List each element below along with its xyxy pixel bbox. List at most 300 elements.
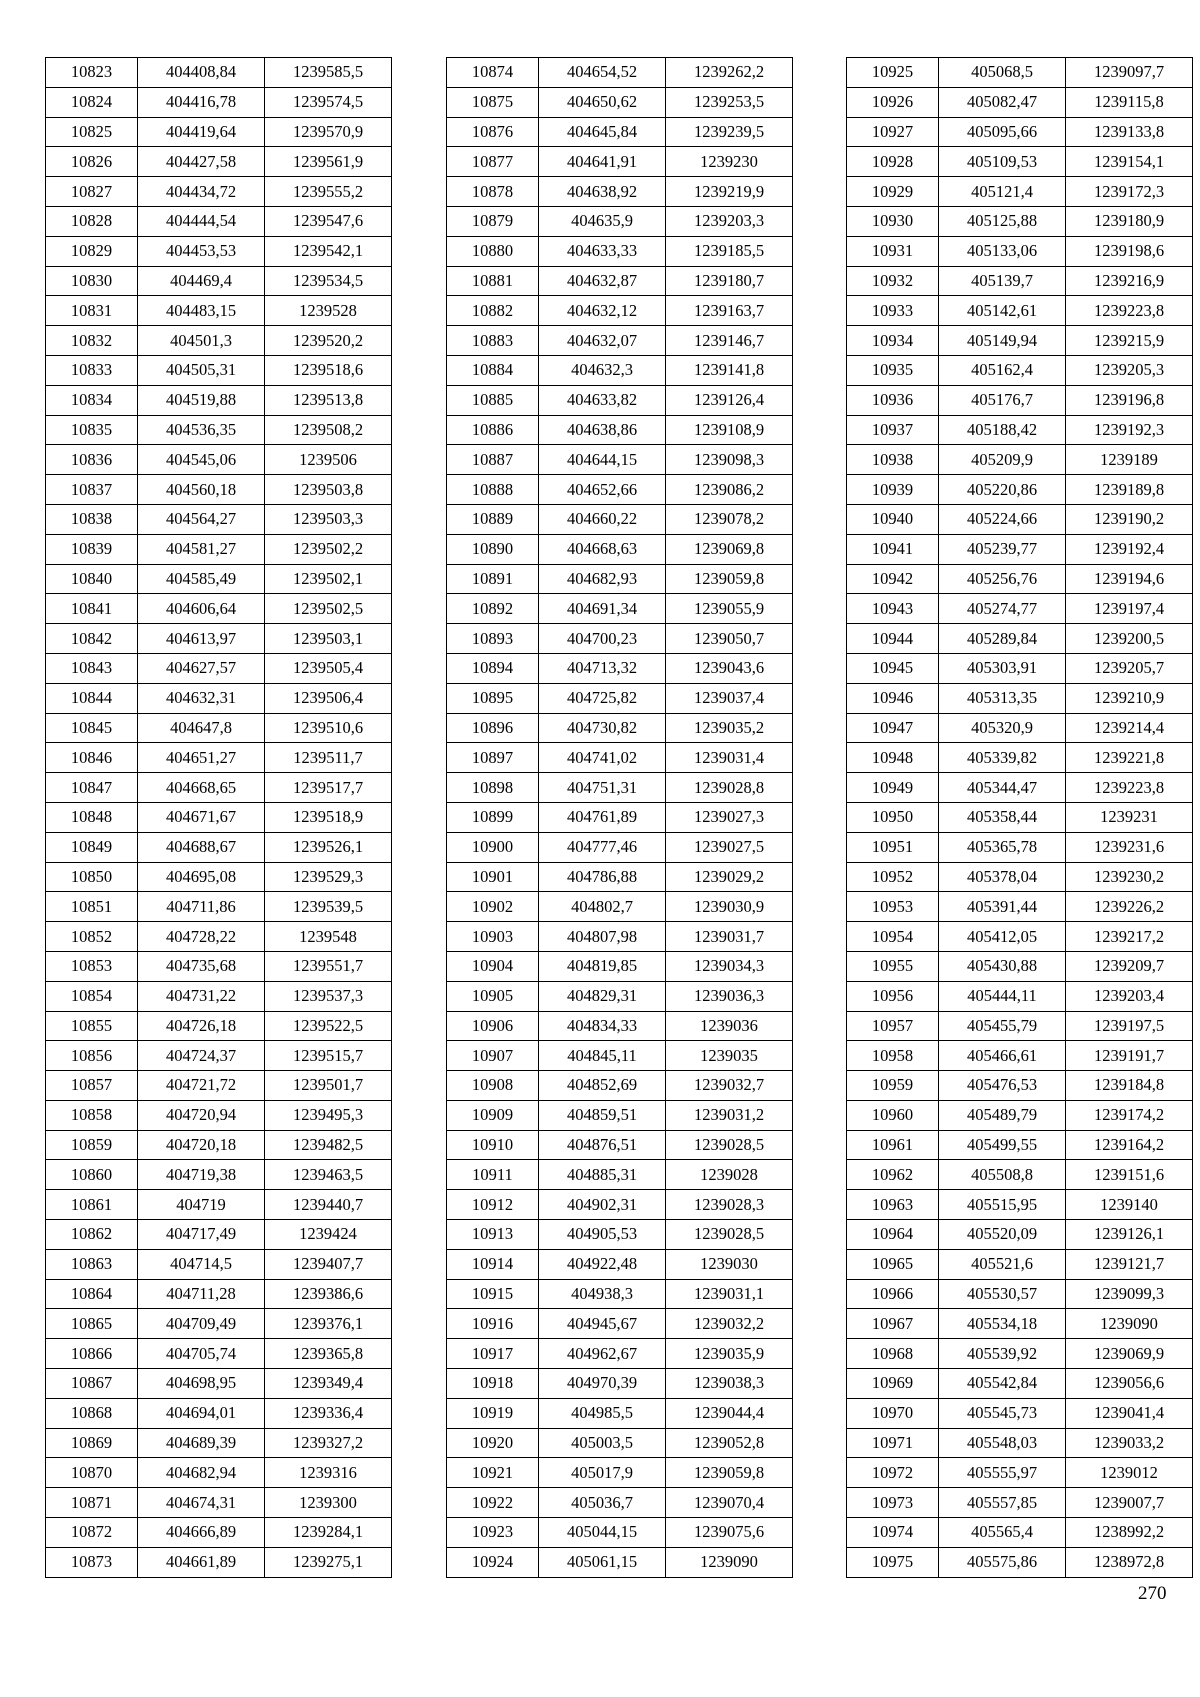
table-row [847, 1160, 1193, 1190]
x-coordinate-cell: 405320,9 [939, 713, 1066, 743]
x-coordinate-cell: 404564,27 [138, 504, 265, 534]
table-row [46, 1547, 392, 1577]
x-coordinate-cell: 404682,94 [138, 1458, 265, 1488]
table-row [847, 653, 1193, 683]
table-row [847, 922, 1193, 952]
table-row [46, 326, 392, 356]
x-coordinate-cell: 404581,27 [138, 534, 265, 564]
x-coordinate-cell: 404885,31 [539, 1160, 666, 1190]
x-coordinate-cell: 405358,44 [939, 802, 1066, 832]
x-coordinate-cell: 405391,44 [939, 892, 1066, 922]
table-row [847, 58, 1193, 88]
x-coordinate-cell: 405515,95 [939, 1190, 1066, 1220]
y-coordinate-cell: 1239327,2 [265, 1428, 392, 1458]
x-coordinate-cell: 404719,38 [138, 1160, 265, 1190]
y-coordinate-cell: 1239547,6 [265, 206, 392, 236]
point-number-cell: 10925 [847, 58, 939, 88]
table-row [46, 355, 392, 385]
y-coordinate-cell: 1239028,5 [666, 1130, 793, 1160]
y-coordinate-cell: 1239219,9 [666, 177, 793, 207]
point-number-cell: 10862 [46, 1220, 138, 1250]
x-coordinate-cell: 404453,53 [138, 236, 265, 266]
y-coordinate-cell: 1239534,5 [265, 266, 392, 296]
y-coordinate-cell: 1239027,5 [666, 832, 793, 862]
point-number-cell: 10881 [447, 266, 539, 296]
table-row [447, 862, 793, 892]
y-coordinate-cell: 1238992,2 [1066, 1518, 1193, 1548]
x-coordinate-cell: 404536,35 [138, 415, 265, 445]
point-number-cell: 10961 [847, 1130, 939, 1160]
x-coordinate-cell: 405121,4 [939, 177, 1066, 207]
x-coordinate-cell: 404408,84 [138, 58, 265, 88]
x-coordinate-cell: 404652,66 [539, 475, 666, 505]
x-coordinate-cell: 405256,76 [939, 564, 1066, 594]
point-number-cell: 10975 [847, 1547, 939, 1577]
point-number-cell: 10914 [447, 1249, 539, 1279]
point-number-cell: 10837 [46, 475, 138, 505]
point-number-cell: 10937 [847, 415, 939, 445]
x-coordinate-cell: 405139,7 [939, 266, 1066, 296]
table-row [847, 1428, 1193, 1458]
x-coordinate-cell: 405521,6 [939, 1249, 1066, 1279]
point-number-cell: 10939 [847, 475, 939, 505]
x-coordinate-cell: 405565,4 [939, 1518, 1066, 1548]
point-number-cell: 10945 [847, 653, 939, 683]
table-row [447, 1100, 793, 1130]
y-coordinate-cell: 1239164,2 [1066, 1130, 1193, 1160]
x-coordinate-cell: 405188,42 [939, 415, 1066, 445]
y-coordinate-cell: 1239365,8 [265, 1339, 392, 1369]
x-coordinate-cell: 405489,79 [939, 1100, 1066, 1130]
point-number-cell: 10933 [847, 296, 939, 326]
point-number-cell: 10963 [847, 1190, 939, 1220]
x-coordinate-cell: 405520,09 [939, 1220, 1066, 1250]
table-row [46, 773, 392, 803]
table-row [46, 713, 392, 743]
x-coordinate-cell: 404945,67 [539, 1309, 666, 1339]
point-number-cell: 10951 [847, 832, 939, 862]
point-number-cell: 10889 [447, 504, 539, 534]
table-row [847, 1130, 1193, 1160]
point-number-cell: 10855 [46, 1011, 138, 1041]
x-coordinate-cell: 405176,7 [939, 385, 1066, 415]
point-number-cell: 10893 [447, 624, 539, 654]
x-coordinate-cell: 404638,92 [539, 177, 666, 207]
x-coordinate-cell: 404668,63 [539, 534, 666, 564]
x-coordinate-cell: 405061,15 [539, 1547, 666, 1577]
y-coordinate-cell: 1239086,2 [666, 475, 793, 505]
point-number-cell: 10966 [847, 1279, 939, 1309]
point-number-cell: 10917 [447, 1339, 539, 1369]
point-number-cell: 10825 [46, 117, 138, 147]
y-coordinate-cell: 1239192,4 [1066, 534, 1193, 564]
point-number-cell: 10950 [847, 802, 939, 832]
point-number-cell: 10865 [46, 1309, 138, 1339]
x-coordinate-cell: 405466,61 [939, 1041, 1066, 1071]
point-number-cell: 10919 [447, 1398, 539, 1428]
x-coordinate-cell: 404731,22 [138, 981, 265, 1011]
x-coordinate-cell: 405289,84 [939, 624, 1066, 654]
y-coordinate-cell: 1239526,1 [265, 832, 392, 862]
x-coordinate-cell: 404777,46 [539, 832, 666, 862]
point-number-cell: 10864 [46, 1279, 138, 1309]
point-number-cell: 10877 [447, 147, 539, 177]
table-row [847, 802, 1193, 832]
table-row [447, 415, 793, 445]
x-coordinate-cell: 404632,07 [539, 326, 666, 356]
point-number-cell: 10823 [46, 58, 138, 88]
table-row [447, 326, 793, 356]
table-row [447, 385, 793, 415]
y-coordinate-cell: 1239574,5 [265, 87, 392, 117]
x-coordinate-cell: 405430,88 [939, 951, 1066, 981]
y-coordinate-cell: 1239044,4 [666, 1398, 793, 1428]
y-coordinate-cell: 1239163,7 [666, 296, 793, 326]
table-row [447, 296, 793, 326]
point-number-cell: 10840 [46, 564, 138, 594]
table-row [447, 802, 793, 832]
y-coordinate-cell: 1239031,2 [666, 1100, 793, 1130]
table-row [447, 653, 793, 683]
point-number-cell: 10858 [46, 1100, 138, 1130]
x-coordinate-cell: 404970,39 [539, 1369, 666, 1399]
table-row [847, 1279, 1193, 1309]
y-coordinate-cell: 1239041,4 [1066, 1398, 1193, 1428]
table-row [447, 1190, 793, 1220]
y-coordinate-cell: 1239154,1 [1066, 147, 1193, 177]
x-coordinate-cell: 405133,06 [939, 236, 1066, 266]
table-row [447, 594, 793, 624]
y-coordinate-cell: 1239194,6 [1066, 564, 1193, 594]
y-coordinate-cell: 1239184,8 [1066, 1071, 1193, 1101]
point-number-cell: 10832 [46, 326, 138, 356]
point-number-cell: 10962 [847, 1160, 939, 1190]
y-coordinate-cell: 1239209,7 [1066, 951, 1193, 981]
y-coordinate-cell: 1239028,8 [666, 773, 793, 803]
x-coordinate-cell: 405539,92 [939, 1339, 1066, 1369]
y-coordinate-cell: 1239030 [666, 1249, 793, 1279]
table-row [447, 1398, 793, 1428]
y-coordinate-cell: 1239215,9 [1066, 326, 1193, 356]
x-coordinate-cell: 404761,89 [539, 802, 666, 832]
point-number-cell: 10904 [447, 951, 539, 981]
x-coordinate-cell: 404688,67 [138, 832, 265, 862]
x-coordinate-cell: 404545,06 [138, 445, 265, 475]
table-row [847, 981, 1193, 1011]
x-coordinate-cell: 404444,54 [138, 206, 265, 236]
point-number-cell: 10890 [447, 534, 539, 564]
table-row [447, 981, 793, 1011]
x-coordinate-cell: 405508,8 [939, 1160, 1066, 1190]
table-row [46, 1190, 392, 1220]
point-number-cell: 10874 [447, 58, 539, 88]
y-coordinate-cell: 1239210,9 [1066, 683, 1193, 713]
point-number-cell: 10868 [46, 1398, 138, 1428]
table-row [847, 862, 1193, 892]
table-row [447, 147, 793, 177]
table-row [847, 683, 1193, 713]
page-number: 270 [1138, 1583, 1167, 1604]
table-row [447, 1279, 793, 1309]
y-coordinate-cell: 1239316 [265, 1458, 392, 1488]
x-coordinate-cell: 404483,15 [138, 296, 265, 326]
point-number-cell: 10844 [46, 683, 138, 713]
point-number-cell: 10849 [46, 832, 138, 862]
x-coordinate-cell: 404802,7 [539, 892, 666, 922]
point-number-cell: 10905 [447, 981, 539, 1011]
point-number-cell: 10827 [46, 177, 138, 207]
x-coordinate-cell: 404717,49 [138, 1220, 265, 1250]
table-row [447, 1428, 793, 1458]
y-coordinate-cell: 1239223,8 [1066, 773, 1193, 803]
x-coordinate-cell: 404682,93 [539, 564, 666, 594]
point-number-cell: 10960 [847, 1100, 939, 1130]
x-coordinate-cell: 405412,05 [939, 922, 1066, 952]
y-coordinate-cell: 1239151,6 [1066, 1160, 1193, 1190]
point-number-cell: 10957 [847, 1011, 939, 1041]
x-coordinate-cell: 405530,57 [939, 1279, 1066, 1309]
table-row [46, 117, 392, 147]
point-number-cell: 10853 [46, 951, 138, 981]
table-row [447, 475, 793, 505]
y-coordinate-cell: 1239099,3 [1066, 1279, 1193, 1309]
y-coordinate-cell: 1239506,4 [265, 683, 392, 713]
y-coordinate-cell: 1239221,8 [1066, 743, 1193, 773]
y-coordinate-cell: 1239376,1 [265, 1309, 392, 1339]
x-coordinate-cell: 404691,34 [539, 594, 666, 624]
x-coordinate-cell: 405313,35 [939, 683, 1066, 713]
x-coordinate-cell: 405082,47 [939, 87, 1066, 117]
table-row [447, 1309, 793, 1339]
point-number-cell: 10829 [46, 236, 138, 266]
point-number-cell: 10885 [447, 385, 539, 415]
table-row [46, 594, 392, 624]
y-coordinate-cell: 1239214,4 [1066, 713, 1193, 743]
x-coordinate-cell: 404962,67 [539, 1339, 666, 1369]
y-coordinate-cell: 1239551,7 [265, 951, 392, 981]
table-row [847, 713, 1193, 743]
x-coordinate-cell: 404650,62 [539, 87, 666, 117]
x-coordinate-cell: 404705,74 [138, 1339, 265, 1369]
x-coordinate-cell: 405239,77 [939, 534, 1066, 564]
y-coordinate-cell: 1239230,2 [1066, 862, 1193, 892]
table-row [46, 1428, 392, 1458]
table-row [847, 1100, 1193, 1130]
y-coordinate-cell: 1239146,7 [666, 326, 793, 356]
table-row [46, 1160, 392, 1190]
y-coordinate-cell: 1239515,7 [265, 1041, 392, 1071]
x-coordinate-cell: 405534,18 [939, 1309, 1066, 1339]
x-coordinate-cell: 404627,57 [138, 653, 265, 683]
y-coordinate-cell: 1239510,6 [265, 713, 392, 743]
x-coordinate-cell: 404741,02 [539, 743, 666, 773]
y-coordinate-cell: 1239203,4 [1066, 981, 1193, 1011]
y-coordinate-cell: 1239108,9 [666, 415, 793, 445]
x-coordinate-cell: 404633,33 [539, 236, 666, 266]
x-coordinate-cell: 405220,86 [939, 475, 1066, 505]
y-coordinate-cell: 1239508,2 [265, 415, 392, 445]
x-coordinate-cell: 404632,12 [539, 296, 666, 326]
x-coordinate-cell: 404902,31 [539, 1190, 666, 1220]
y-coordinate-cell: 1239174,2 [1066, 1100, 1193, 1130]
y-coordinate-cell: 1239052,8 [666, 1428, 793, 1458]
y-coordinate-cell: 1239032,2 [666, 1309, 793, 1339]
y-coordinate-cell: 1239197,5 [1066, 1011, 1193, 1041]
table-row [447, 266, 793, 296]
x-coordinate-cell: 404713,32 [539, 653, 666, 683]
y-coordinate-cell: 1239349,4 [265, 1369, 392, 1399]
point-number-cell: 10860 [46, 1160, 138, 1190]
y-coordinate-cell: 1239542,1 [265, 236, 392, 266]
point-number-cell: 10911 [447, 1160, 539, 1190]
y-coordinate-cell: 1239133,8 [1066, 117, 1193, 147]
point-number-cell: 10891 [447, 564, 539, 594]
point-number-cell: 10882 [447, 296, 539, 326]
point-number-cell: 10947 [847, 713, 939, 743]
table-row [46, 832, 392, 862]
point-number-cell: 10897 [447, 743, 539, 773]
point-number-cell: 10946 [847, 683, 939, 713]
x-coordinate-cell: 404845,11 [539, 1041, 666, 1071]
x-coordinate-cell: 404905,53 [539, 1220, 666, 1250]
point-number-cell: 10845 [46, 713, 138, 743]
x-coordinate-cell: 404807,98 [539, 922, 666, 952]
table-row [847, 1011, 1193, 1041]
point-number-cell: 10954 [847, 922, 939, 952]
y-coordinate-cell: 1239502,5 [265, 594, 392, 624]
x-coordinate-cell: 405548,03 [939, 1428, 1066, 1458]
table-row [447, 355, 793, 385]
point-number-cell: 10900 [447, 832, 539, 862]
point-number-cell: 10926 [847, 87, 939, 117]
y-coordinate-cell: 1239501,7 [265, 1071, 392, 1101]
table-row [447, 1547, 793, 1577]
table-row [447, 236, 793, 266]
point-number-cell: 10913 [447, 1220, 539, 1250]
point-number-cell: 10856 [46, 1041, 138, 1071]
table-row [46, 922, 392, 952]
y-coordinate-cell: 1239503,1 [265, 624, 392, 654]
table-row [447, 1339, 793, 1369]
point-number-cell: 10958 [847, 1041, 939, 1071]
y-coordinate-cell: 1239440,7 [265, 1190, 392, 1220]
point-number-cell: 10831 [46, 296, 138, 326]
point-number-cell: 10859 [46, 1130, 138, 1160]
x-coordinate-cell: 404427,58 [138, 147, 265, 177]
y-coordinate-cell: 1239059,8 [666, 564, 793, 594]
point-number-cell: 10930 [847, 206, 939, 236]
table-row [847, 951, 1193, 981]
x-coordinate-cell: 404674,31 [138, 1488, 265, 1518]
table-row [447, 683, 793, 713]
y-coordinate-cell: 1239205,7 [1066, 653, 1193, 683]
x-coordinate-cell: 404689,39 [138, 1428, 265, 1458]
y-coordinate-cell: 1239513,8 [265, 385, 392, 415]
y-coordinate-cell: 1239028 [666, 1160, 793, 1190]
y-coordinate-cell: 1239407,7 [265, 1249, 392, 1279]
table-row [847, 1190, 1193, 1220]
point-number-cell: 10972 [847, 1458, 939, 1488]
x-coordinate-cell: 405542,84 [939, 1369, 1066, 1399]
point-number-cell: 10949 [847, 773, 939, 803]
table-row [46, 1041, 392, 1071]
y-coordinate-cell: 1239033,2 [1066, 1428, 1193, 1458]
y-coordinate-cell: 1239482,5 [265, 1130, 392, 1160]
x-coordinate-cell: 404726,18 [138, 1011, 265, 1041]
y-coordinate-cell: 1239090 [1066, 1309, 1193, 1339]
y-coordinate-cell: 1239140 [1066, 1190, 1193, 1220]
y-coordinate-cell: 1238972,8 [1066, 1547, 1193, 1577]
y-coordinate-cell: 1239198,6 [1066, 236, 1193, 266]
point-number-cell: 10970 [847, 1398, 939, 1428]
x-coordinate-cell: 404419,64 [138, 117, 265, 147]
y-coordinate-cell: 1239185,5 [666, 236, 793, 266]
point-number-cell: 10932 [847, 266, 939, 296]
y-coordinate-cell: 1239050,7 [666, 624, 793, 654]
point-number-cell: 10824 [46, 87, 138, 117]
table-row [46, 1398, 392, 1428]
y-coordinate-cell: 1239284,1 [265, 1518, 392, 1548]
point-number-cell: 10916 [447, 1309, 539, 1339]
y-coordinate-cell: 1239192,3 [1066, 415, 1193, 445]
x-coordinate-cell: 405017,9 [539, 1458, 666, 1488]
point-number-cell: 10938 [847, 445, 939, 475]
y-coordinate-cell: 1239191,7 [1066, 1041, 1193, 1071]
y-coordinate-cell: 1239012 [1066, 1458, 1193, 1488]
x-coordinate-cell: 405109,53 [939, 147, 1066, 177]
table-row [847, 206, 1193, 236]
y-coordinate-cell: 1239180,9 [1066, 206, 1193, 236]
x-coordinate-cell: 404719 [138, 1190, 265, 1220]
y-coordinate-cell: 1239424 [265, 1220, 392, 1250]
y-coordinate-cell: 1239200,5 [1066, 624, 1193, 654]
table-row [847, 266, 1193, 296]
table-row [847, 236, 1193, 266]
x-coordinate-cell: 405044,15 [539, 1518, 666, 1548]
table-row [447, 534, 793, 564]
x-coordinate-cell: 404638,86 [539, 415, 666, 445]
y-coordinate-cell: 1239518,9 [265, 802, 392, 832]
point-number-cell: 10826 [46, 147, 138, 177]
table-row [447, 1011, 793, 1041]
x-coordinate-cell: 404434,72 [138, 177, 265, 207]
x-coordinate-cell: 405545,73 [939, 1398, 1066, 1428]
point-number-cell: 10922 [447, 1488, 539, 1518]
table-row [847, 1220, 1193, 1250]
point-number-cell: 10908 [447, 1071, 539, 1101]
x-coordinate-cell: 404632,31 [138, 683, 265, 713]
table-row [447, 951, 793, 981]
point-number-cell: 10956 [847, 981, 939, 1011]
y-coordinate-cell: 1239031,4 [666, 743, 793, 773]
point-number-cell: 10910 [447, 1130, 539, 1160]
table-row [46, 266, 392, 296]
point-number-cell: 10861 [46, 1190, 138, 1220]
point-number-cell: 10944 [847, 624, 939, 654]
x-coordinate-cell: 404700,23 [539, 624, 666, 654]
x-coordinate-cell: 405365,78 [939, 832, 1066, 862]
point-number-cell: 10878 [447, 177, 539, 207]
x-coordinate-cell: 404985,5 [539, 1398, 666, 1428]
x-coordinate-cell: 404645,84 [539, 117, 666, 147]
point-number-cell: 10828 [46, 206, 138, 236]
x-coordinate-cell: 405303,91 [939, 653, 1066, 683]
point-number-cell: 10895 [447, 683, 539, 713]
table-row [847, 1071, 1193, 1101]
table-row [46, 802, 392, 832]
y-coordinate-cell: 1239539,5 [265, 892, 392, 922]
y-coordinate-cell: 1239055,9 [666, 594, 793, 624]
